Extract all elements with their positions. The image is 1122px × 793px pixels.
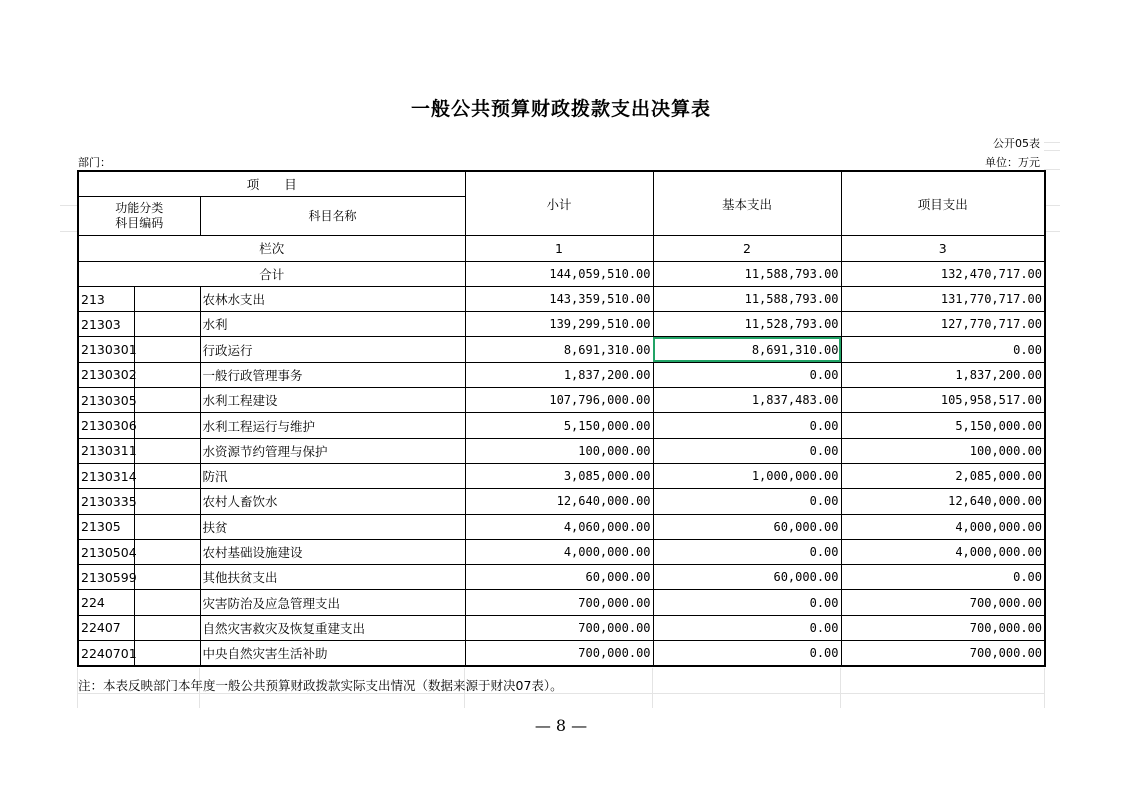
basic-cell[interactable]: 0.00 bbox=[653, 362, 841, 387]
code-cell[interactable]: 21305 bbox=[78, 514, 134, 539]
table-row bbox=[78, 438, 1045, 463]
name-cell[interactable]: 农林水支出 bbox=[200, 286, 465, 311]
basic-cell[interactable]: 0.00 bbox=[653, 539, 841, 564]
empty-cell[interactable] bbox=[134, 337, 200, 362]
project-cell[interactable]: 105,958,517.00 bbox=[841, 388, 1045, 413]
col-1[interactable]: 1 bbox=[465, 236, 653, 261]
project-cell[interactable]: 700,000.00 bbox=[841, 641, 1045, 667]
name-cell[interactable]: 防汛 bbox=[200, 463, 465, 488]
code-cell[interactable]: 2130305 bbox=[78, 388, 134, 413]
subtotal-cell[interactable]: 700,000.00 bbox=[465, 641, 653, 667]
subtotal-cell[interactable]: 139,299,510.00 bbox=[465, 312, 653, 337]
total-row bbox=[78, 261, 1045, 286]
basic-header[interactable]: 基本支出 bbox=[653, 171, 841, 236]
project-cell[interactable]: 100,000.00 bbox=[841, 438, 1045, 463]
name-cell[interactable]: 水利 bbox=[200, 312, 465, 337]
basic-cell[interactable]: 1,837,483.00 bbox=[653, 388, 841, 413]
project-cell[interactable]: 4,000,000.00 bbox=[841, 539, 1045, 564]
name-cell[interactable]: 自然灾害救灾及恢复重建支出 bbox=[200, 615, 465, 640]
table-row bbox=[78, 489, 1045, 514]
code-cell[interactable]: 2130504 bbox=[78, 539, 134, 564]
code-cell[interactable]: 2130306 bbox=[78, 413, 134, 438]
basic-cell[interactable]: 0.00 bbox=[653, 615, 841, 640]
subtotal-cell[interactable]: 100,000.00 bbox=[465, 438, 653, 463]
name-cell[interactable]: 农村人畜饮水 bbox=[200, 489, 465, 514]
project-cell[interactable]: 0.00 bbox=[841, 565, 1045, 590]
name-cell[interactable]: 水利工程运行与维护 bbox=[200, 413, 465, 438]
table-row bbox=[78, 590, 1045, 615]
subtotal-cell[interactable]: 3,085,000.00 bbox=[465, 463, 653, 488]
code-cell[interactable]: 2130302 bbox=[78, 362, 134, 387]
project-cell[interactable]: 5,150,000.00 bbox=[841, 413, 1045, 438]
table-row bbox=[78, 539, 1045, 564]
col-label[interactable]: 栏次 bbox=[78, 236, 465, 261]
total-label[interactable]: 合计 bbox=[78, 261, 465, 286]
code-cell[interactable]: 213 bbox=[78, 286, 134, 311]
basic-cell[interactable]: 0.00 bbox=[653, 413, 841, 438]
basic-cell[interactable]: 0.00 bbox=[653, 641, 841, 667]
page-title: 一般公共预算财政拨款支出决算表 bbox=[410, 98, 711, 120]
basic-cell[interactable]: 60,000.00 bbox=[653, 514, 841, 539]
code-cell[interactable]: 2130599 bbox=[78, 565, 134, 590]
name-cell[interactable]: 水资源节约管理与保护 bbox=[200, 438, 465, 463]
func-code-header[interactable]: 功能分类 科目编码 bbox=[78, 197, 200, 236]
table-row bbox=[78, 514, 1045, 539]
name-cell[interactable]: 其他扶贫支出 bbox=[200, 565, 465, 590]
table-row bbox=[78, 312, 1045, 337]
basic-cell[interactable]: 0.00 bbox=[653, 489, 841, 514]
subtotal-header[interactable]: 小计 bbox=[465, 171, 653, 236]
basic-cell[interactable]: 1,000,000.00 bbox=[653, 463, 841, 488]
empty-cell[interactable] bbox=[134, 514, 200, 539]
table-code: 公开05表 bbox=[993, 137, 1040, 150]
name-cell[interactable]: 扶贫 bbox=[200, 514, 465, 539]
code-cell[interactable]: 2240701 bbox=[78, 641, 134, 667]
table-row bbox=[78, 641, 1045, 667]
page-number: — 8 — bbox=[534, 716, 588, 735]
header-row-1 bbox=[78, 171, 1045, 197]
project-cell[interactable]: 12,640,000.00 bbox=[841, 489, 1045, 514]
name-cell[interactable]: 灾害防治及应急管理支出 bbox=[200, 590, 465, 615]
project-cell[interactable]: 700,000.00 bbox=[841, 615, 1045, 640]
code-cell[interactable]: 22407 bbox=[78, 615, 134, 640]
empty-cell[interactable] bbox=[134, 362, 200, 387]
empty-cell[interactable] bbox=[134, 312, 200, 337]
subtotal-cell[interactable]: 4,000,000.00 bbox=[465, 539, 653, 564]
subtotal-cell[interactable]: 8,691,310.00 bbox=[465, 337, 653, 362]
name-cell[interactable]: 一般行政管理事务 bbox=[200, 362, 465, 387]
empty-cell[interactable] bbox=[134, 565, 200, 590]
empty-cell[interactable] bbox=[134, 539, 200, 564]
basic-cell[interactable]: 0.00 bbox=[653, 438, 841, 463]
project-cell[interactable]: 700,000.00 bbox=[841, 590, 1045, 615]
table-row bbox=[78, 337, 1045, 362]
empty-cell[interactable] bbox=[134, 413, 200, 438]
table-row bbox=[78, 388, 1045, 413]
basic-cell[interactable]: 8,691,310.00 bbox=[653, 337, 841, 362]
name-cell[interactable]: 中央自然灾害生活补助 bbox=[200, 641, 465, 667]
subject-name-header[interactable]: 科目名称 bbox=[200, 197, 465, 236]
expenditure-table bbox=[77, 170, 1046, 667]
code-cell[interactable]: 2130335 bbox=[78, 489, 134, 514]
column-number-row bbox=[78, 236, 1045, 261]
subtotal-cell[interactable]: 12,640,000.00 bbox=[465, 489, 653, 514]
table-row bbox=[78, 286, 1045, 311]
empty-cell[interactable] bbox=[134, 388, 200, 413]
empty-cell[interactable] bbox=[134, 438, 200, 463]
col-2[interactable]: 2 bbox=[653, 236, 841, 261]
empty-cell[interactable] bbox=[134, 489, 200, 514]
subtotal-cell[interactable]: 4,060,000.00 bbox=[465, 514, 653, 539]
table-row bbox=[78, 413, 1045, 438]
total-basic[interactable]: 11,588,793.00 bbox=[653, 261, 841, 286]
empty-cell[interactable] bbox=[134, 463, 200, 488]
project-cell[interactable]: 127,770,717.00 bbox=[841, 312, 1045, 337]
empty-cell[interactable] bbox=[134, 286, 200, 311]
table-row bbox=[78, 463, 1045, 488]
code-cell[interactable]: 21303 bbox=[78, 312, 134, 337]
name-cell[interactable]: 农村基础设施建设 bbox=[200, 539, 465, 564]
total-subtotal[interactable]: 144,059,510.00 bbox=[465, 261, 653, 286]
col-3[interactable]: 3 bbox=[841, 236, 1045, 261]
subtotal-cell[interactable]: 60,000.00 bbox=[465, 565, 653, 590]
subtotal-cell[interactable]: 1,837,200.00 bbox=[465, 362, 653, 387]
name-cell[interactable]: 行政运行 bbox=[200, 337, 465, 362]
empty-cell[interactable] bbox=[134, 641, 200, 667]
project-cell[interactable]: 4,000,000.00 bbox=[841, 514, 1045, 539]
basic-cell[interactable]: 60,000.00 bbox=[653, 565, 841, 590]
empty-cell[interactable] bbox=[134, 590, 200, 615]
project-cell[interactable]: 0.00 bbox=[841, 337, 1045, 362]
footnote: 注：本表反映部门本年度一般公共预算财政拨款实际支出情况（数据来源于财决07表）。 bbox=[78, 678, 563, 693]
table-row bbox=[78, 362, 1045, 387]
project-cell[interactable]: 1,837,200.00 bbox=[841, 362, 1045, 387]
department-label: 部门： bbox=[78, 156, 111, 169]
basic-cell[interactable]: 11,528,793.00 bbox=[653, 312, 841, 337]
code-cell[interactable]: 2130311 bbox=[78, 438, 134, 463]
basic-cell[interactable]: 0.00 bbox=[653, 590, 841, 615]
subtotal-cell[interactable]: 107,796,000.00 bbox=[465, 388, 653, 413]
subtotal-cell[interactable]: 5,150,000.00 bbox=[465, 413, 653, 438]
empty-cell[interactable] bbox=[134, 615, 200, 640]
code-cell[interactable]: 224 bbox=[78, 590, 134, 615]
item-header[interactable]: 项 目 bbox=[78, 171, 465, 197]
basic-cell[interactable]: 11,588,793.00 bbox=[653, 286, 841, 311]
name-cell[interactable]: 水利工程建设 bbox=[200, 388, 465, 413]
total-project[interactable]: 132,470,717.00 bbox=[841, 261, 1045, 286]
project-header[interactable]: 项目支出 bbox=[841, 171, 1045, 236]
subtotal-cell[interactable]: 143,359,510.00 bbox=[465, 286, 653, 311]
subtotal-cell[interactable]: 700,000.00 bbox=[465, 615, 653, 640]
project-cell[interactable]: 2,085,000.00 bbox=[841, 463, 1045, 488]
table-row bbox=[78, 615, 1045, 640]
table-row bbox=[78, 565, 1045, 590]
code-cell[interactable]: 2130314 bbox=[78, 463, 134, 488]
code-cell[interactable]: 2130301 bbox=[78, 337, 134, 362]
unit-label: 单位：万元 bbox=[985, 156, 1040, 169]
subtotal-cell[interactable]: 700,000.00 bbox=[465, 590, 653, 615]
project-cell[interactable]: 131,770,717.00 bbox=[841, 286, 1045, 311]
